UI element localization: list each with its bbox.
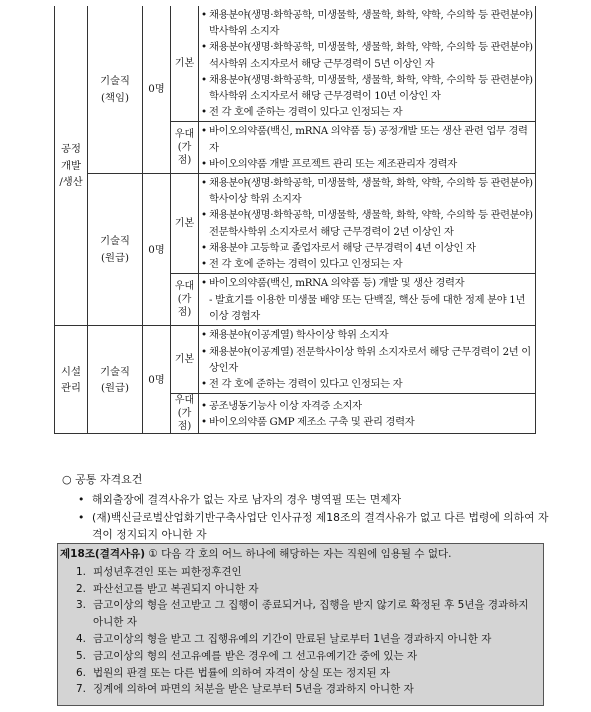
type-cell: 우대 (가점) (171, 274, 199, 326)
bullet: • (201, 415, 207, 428)
article-18-box (57, 543, 544, 706)
bullet: • (201, 258, 207, 271)
item-text: 채용분야(이공계열) 학사이상 학위 소지자 (209, 329, 389, 342)
item-text: 공조냉동기능사 이상 자격증 소지자 (209, 399, 362, 412)
table-row (55, 326, 536, 394)
list-item (76, 665, 533, 682)
bullet: • (201, 9, 207, 21)
item-text: 전 각 호에 준하는 경력이 있다고 인정되는 자 (209, 106, 403, 119)
article-intro: ① 다음 각 호의 어느 하나에 해당하는 자는 직원에 임용될 수 없다. (145, 548, 452, 560)
requirements-cell (199, 326, 536, 394)
item-text: 바이오의약품(백신, mRNA 의약품 등) 개발 및 생산 경력자 - 발효기를 이용한 미생물 배양 또는 단백질, 핵산 등에 대한 정제 분야 1년 이상 경험자 (209, 277, 526, 322)
type-cell: 기본 (171, 6, 199, 122)
item-text: 전 각 호에 준하는 경력이 있다고 인정되는 자 (209, 258, 403, 271)
item-number: 6. (76, 666, 87, 679)
list-item (76, 597, 533, 631)
item-text: 채용분야(생명·화학공학, 미생물학, 생물학, 화학, 약학, 수의학 등 관련분야) 박사학위 소지자 (209, 9, 533, 38)
department-cell: 공정 개발 /생산 (55, 6, 88, 326)
list-item (201, 104, 533, 120)
requirements-cell (199, 394, 536, 434)
type-cell: 우대 (가점) (171, 122, 199, 174)
item-text: 법원의 판결 또는 다른 법률에 의하여 자격이 상실 또는 정지된 자 (93, 666, 391, 679)
article-items (60, 564, 537, 698)
item-text: 피성년후견인 또는 피한정후견인 (93, 565, 242, 578)
item-text: 전 각 호에 준하는 경력이 있다고 인정되는 자 (209, 377, 403, 390)
bullet: • (201, 157, 207, 170)
list-item (201, 398, 533, 414)
requirements-cell (199, 6, 536, 122)
type-cell: 우대 (가점) (171, 394, 199, 434)
item-text: 채용분야(이공계열) 전문학사이상 학위 소지자로서 해당 근무경력이 2년 이상인자 (209, 345, 531, 374)
count-cell: 0명 (143, 326, 171, 434)
bullet: • (201, 73, 207, 86)
item-text: 금고이상의 형을 선고받고 그 집행이 종료되거나, 집행을 받지 않기로 확정된 후 5년을 경과하지 아니한 자 (93, 599, 529, 629)
article-label: 제18조(결격사유) (60, 548, 146, 560)
count-cell: 0명 (143, 174, 171, 326)
item-text: 채용분야(생명·화학공학, 미생물학, 생물학, 화학, 약학, 수의학 등 관련분야) 전문학사학위 소지자로서 해당 근무경력이 2년 이상인 자 (209, 209, 533, 238)
common-requirements-list (78, 491, 553, 544)
list-item (76, 631, 533, 648)
list-item (201, 207, 533, 239)
department-cell: 시설 관리 (55, 326, 88, 434)
item-text: 파산선고를 받고 복권되지 아니한 자 (93, 582, 259, 595)
list-item (76, 581, 533, 598)
table-row (55, 174, 536, 274)
item-text: 채용분야 고등학교 졸업자로서 해당 근무경력이 4년 이상인 자 (209, 241, 476, 254)
bullet: • (201, 399, 207, 412)
article-heading (60, 546, 537, 563)
bullet: • (201, 377, 207, 390)
common-requirements-heading: ○ 공통 자격요건 (62, 473, 143, 486)
item-text: 채용분야(생명·화학공학, 미생물학, 생물학, 화학, 약학, 수의학 등 관련분야) 학사학위 소지자로서 해당 근무경력이 10년 이상인 자 (209, 73, 533, 103)
list-item (201, 256, 533, 272)
bullet: • (201, 41, 207, 54)
bullet: • (201, 277, 207, 290)
item-number: 1. (76, 565, 87, 578)
item-text: 금고이상의 형을 받고 그 집행유예의 기간이 만료된 날로부터 1년을 경과하지 아니한 자 (93, 632, 492, 645)
item-number: 7. (76, 683, 87, 696)
list-item (201, 240, 533, 256)
count-cell: 0명 (143, 6, 171, 174)
list-item (201, 156, 533, 172)
bullet: • (201, 209, 207, 222)
requirements-cell (199, 274, 536, 326)
bullet: • (201, 329, 207, 342)
item-text: 바이오의약품(백신, mRNA 의약품 등) 공정개발 또는 생산 관련 업무 경력자 (209, 125, 528, 154)
type-cell: 기본 (171, 326, 199, 394)
list-item: • 해외출장에 결격사유가 없는 자로 남자의 경우 병역필 또는 면제자 (78, 493, 402, 506)
list-item (201, 72, 533, 104)
list-item (201, 7, 533, 39)
item-text: 채용분야(생명·화학공학, 미생물학, 생물학, 화학, 약학, 수의학 등 관련분야) 석사학위 소지자로서 해당 근무경력이 5년 이상인 자 (209, 41, 533, 70)
list-item (201, 376, 533, 392)
item-number: 3. (76, 599, 87, 612)
item-text: 바이오의약품 GMP 제조소 구축 및 관리 경력자 (209, 415, 415, 428)
list-item (201, 327, 533, 343)
list-item (201, 175, 533, 207)
list-item: • (재)백신글로벌산업화기반구축사업단 인사규정 제18조의 결격사유가 없고 다른 법령에 의하여 자격이 정지되지 아니한 자 (78, 510, 549, 541)
list-item (201, 39, 533, 71)
item-text: 바이오의약품 개발 프로젝트 관리 또는 제조관리자 경력자 (209, 157, 457, 170)
bullet: • (201, 345, 207, 358)
type-cell: 기본 (171, 174, 199, 274)
requirements-table (54, 6, 536, 434)
bullet: • (201, 241, 207, 254)
bullet: • (201, 177, 207, 190)
item-text: 금고이상의 형의 선고유예를 받은 경우에 그 선고유예기간 중에 있는 자 (93, 649, 418, 662)
requirements-cell (199, 174, 536, 274)
list-item (201, 123, 533, 155)
table-row (55, 6, 536, 122)
item-number: 2. (76, 582, 87, 595)
item-number: 5. (76, 649, 87, 662)
list-item (201, 275, 533, 324)
item-number: 4. (76, 632, 87, 645)
list-item (76, 681, 533, 698)
requirements-cell (199, 122, 536, 174)
job-cell: 기술직 (책임) (88, 6, 143, 174)
bullet: • (201, 125, 207, 138)
item-text: 채용분야(생명·화학공학, 미생물학, 생물학, 화학, 약학, 수의학 등 관련분야) 학사이상 학위 소지자 (209, 177, 533, 206)
list-item (201, 414, 533, 430)
list-item (201, 344, 533, 376)
job-cell: 기술직 (원급) (88, 174, 143, 326)
bullet: • (201, 106, 207, 119)
list-item (76, 648, 533, 665)
job-cell: 기술직 (원급) (88, 326, 143, 434)
list-item (76, 564, 533, 581)
item-text: 징계에 의하여 파면의 처분을 받은 날로부터 5년을 경과하지 아니한 자 (93, 683, 414, 696)
